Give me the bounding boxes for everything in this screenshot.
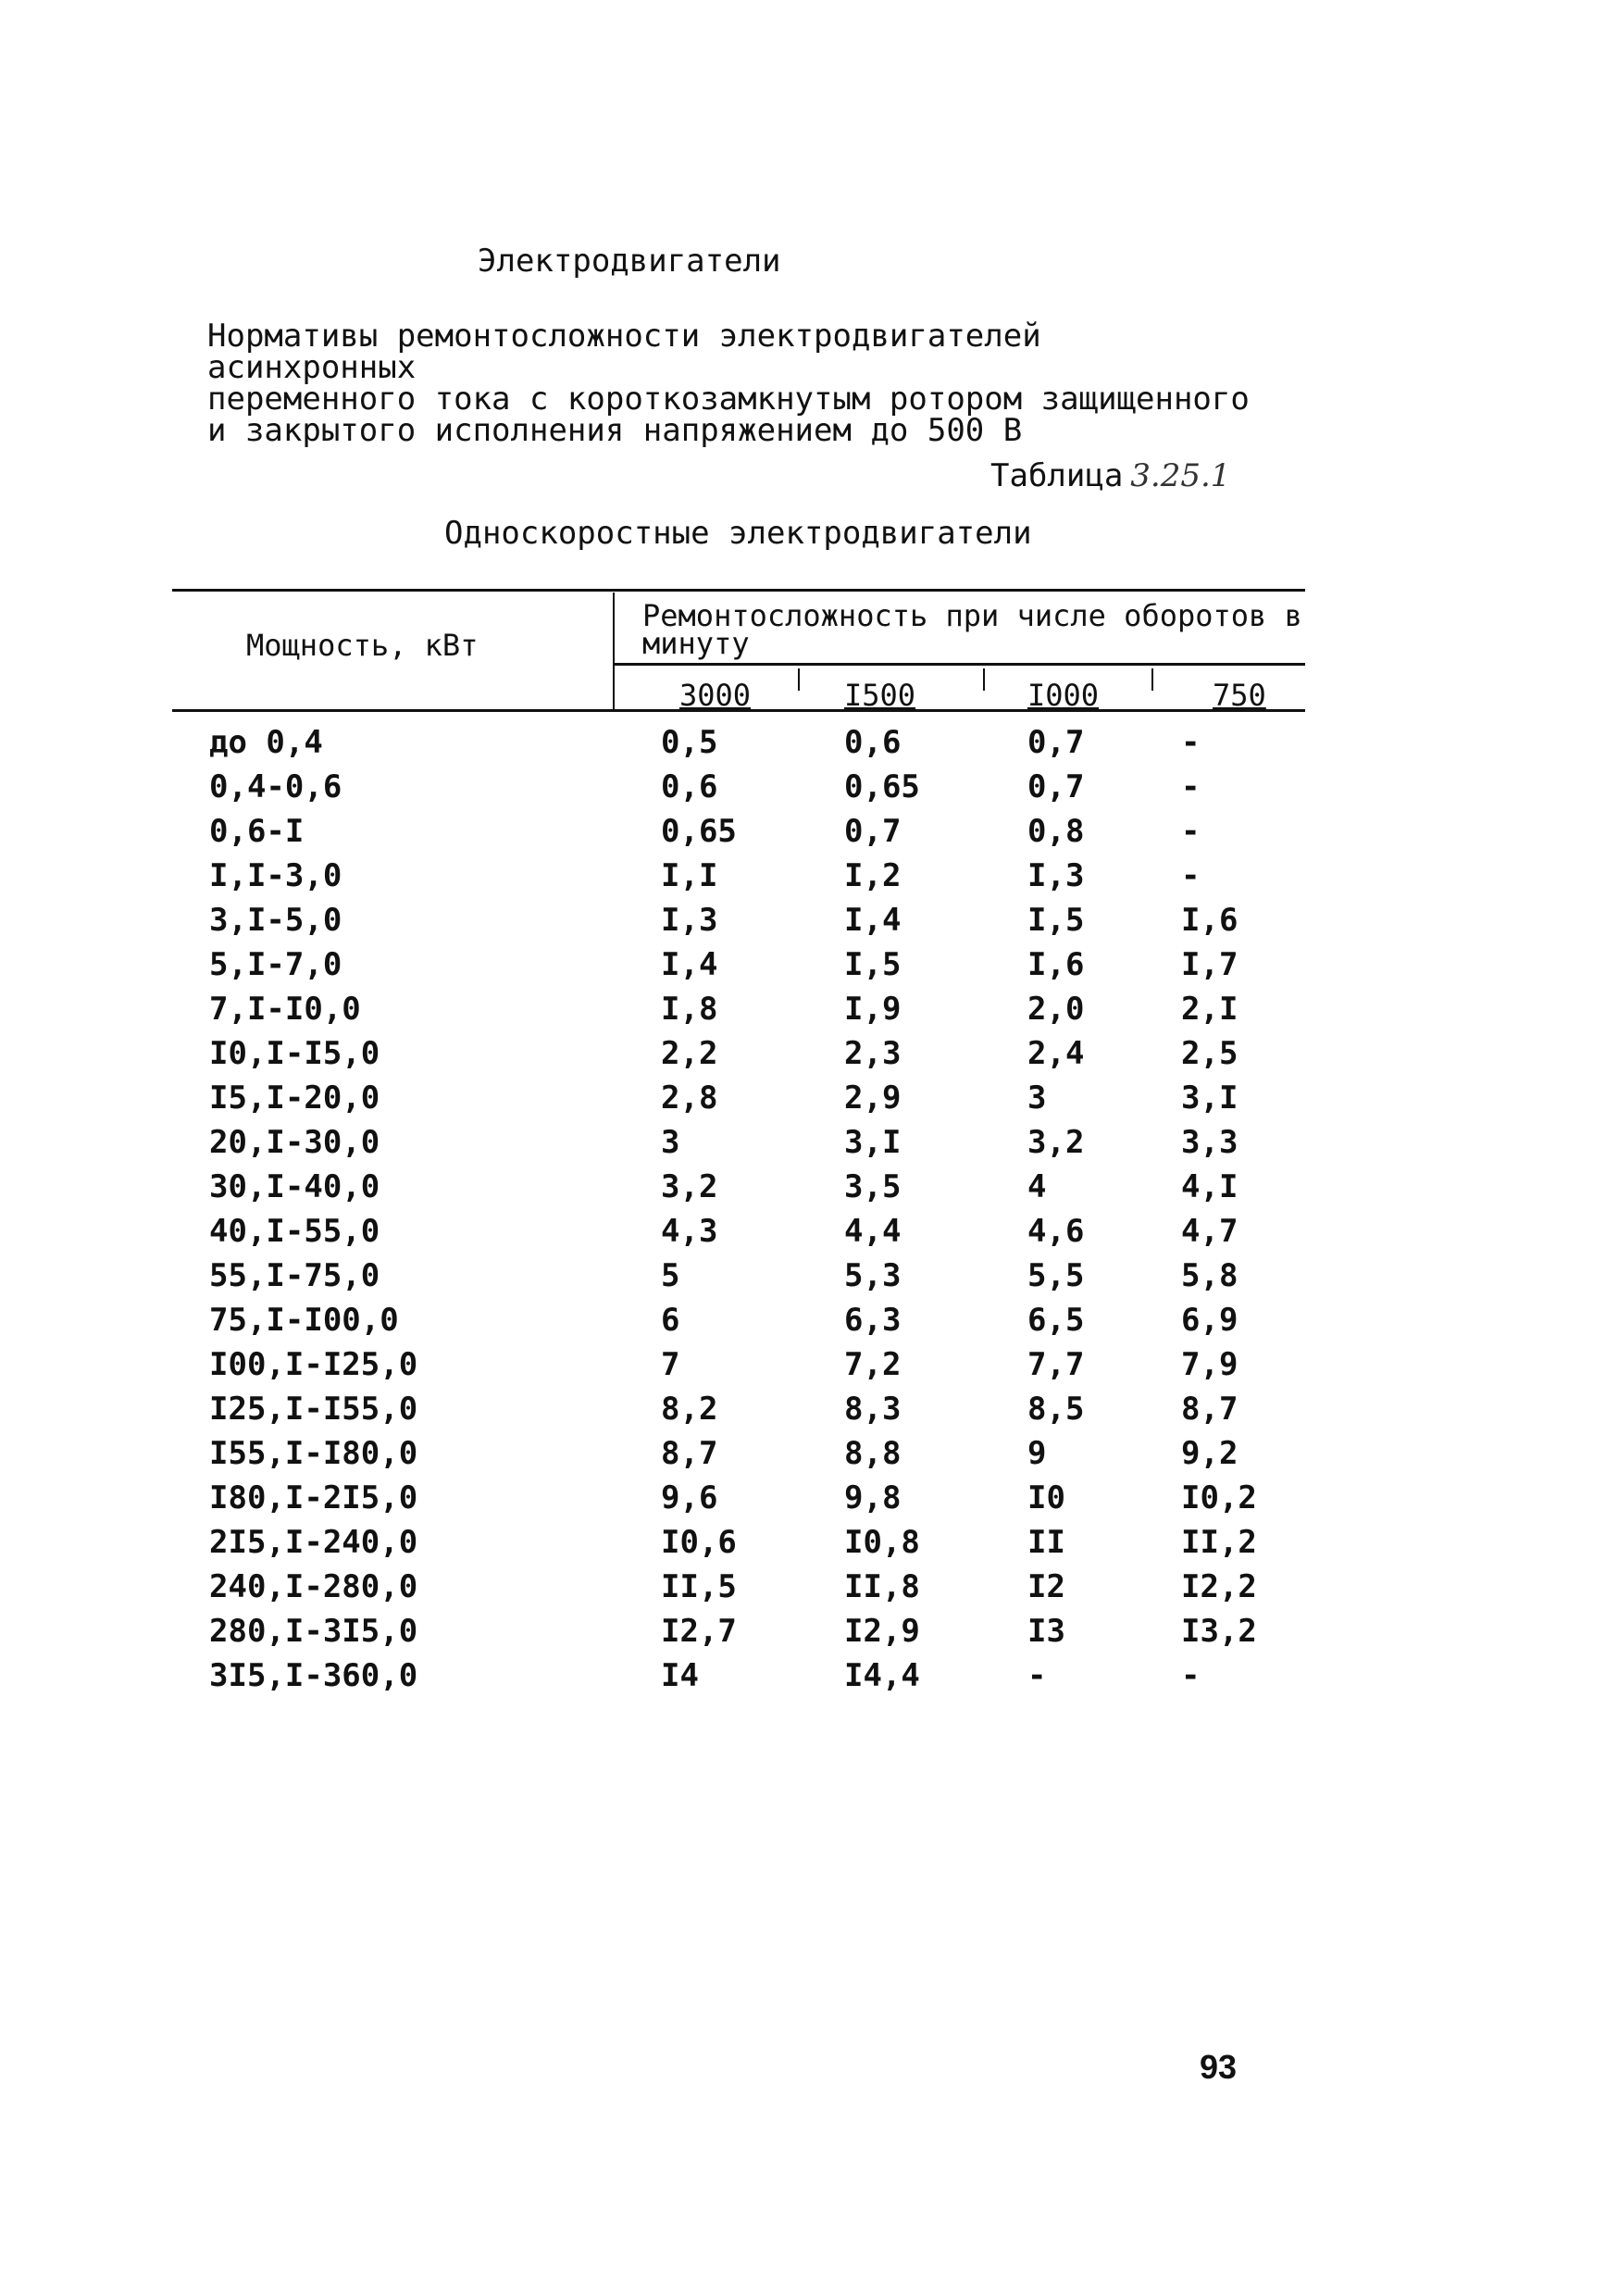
cell-1500: 4,4	[844, 1213, 902, 1250]
table-row	[172, 946, 1305, 991]
cell-1000: 6,5	[1027, 1302, 1085, 1339]
cell-power: I55,I-I80,0	[209, 1435, 418, 1472]
table-row	[172, 1168, 1305, 1213]
cell-1500: 8,3	[844, 1391, 902, 1428]
cell-3000: 8,7	[661, 1435, 718, 1472]
cell-750: 2,I	[1181, 991, 1238, 1028]
table-label: Таблица	[990, 457, 1124, 494]
table-row	[172, 1124, 1305, 1168]
cell-3000: I,8	[661, 991, 718, 1028]
table-body	[172, 724, 1305, 1702]
cell-750: I3,2	[1181, 1613, 1257, 1650]
cell-power: 3,I-5,0	[209, 902, 342, 939]
cell-3000: II,5	[661, 1568, 737, 1605]
cell-1500: I2,9	[844, 1613, 920, 1650]
cell-1500: II,8	[844, 1568, 920, 1605]
cell-1000: I3	[1027, 1613, 1065, 1650]
cell-3000: I,3	[661, 902, 718, 939]
table-row	[172, 1479, 1305, 1524]
cell-1000: 3,2	[1027, 1124, 1085, 1161]
cell-3000: I0,6	[661, 1524, 737, 1561]
cell-1000: 7,7	[1027, 1346, 1085, 1383]
cell-1000: 0,7	[1027, 768, 1085, 805]
table-row	[172, 991, 1305, 1035]
cell-3000: 0,6	[661, 768, 718, 805]
column-divider	[613, 593, 615, 709]
cell-750: 6,9	[1181, 1302, 1238, 1339]
cell-1500: 2,3	[844, 1035, 902, 1072]
header-speed-1000: I000	[1027, 678, 1100, 713]
cell-3000: I2,7	[661, 1613, 737, 1650]
table-row	[172, 1613, 1305, 1657]
cell-power: 2I5,I-240,0	[209, 1524, 418, 1561]
cell-1000: II	[1027, 1524, 1065, 1561]
cell-power: 5,I-7,0	[209, 946, 342, 983]
cell-power: 7,I-I0,0	[209, 991, 361, 1028]
cell-1500: 3,5	[844, 1168, 902, 1205]
table-row	[172, 1079, 1305, 1124]
cell-3000: 2,8	[661, 1079, 718, 1117]
table-row	[172, 768, 1305, 813]
cell-3000: I4	[661, 1657, 699, 1694]
cell-1000: 5,5	[1027, 1257, 1085, 1294]
header-speed-750: 750	[1213, 678, 1266, 713]
header-speed-3000: 3000	[679, 678, 752, 713]
cell-power: 75,I-I00,0	[209, 1302, 399, 1339]
table-row	[172, 1657, 1305, 1702]
cell-power: I80,I-2I5,0	[209, 1479, 418, 1516]
table-subheader-rule	[613, 663, 1305, 666]
table-number: 3.25.1	[1130, 457, 1231, 494]
table-row	[172, 1346, 1305, 1391]
cell-750: I,6	[1181, 902, 1238, 939]
cell-750: 3,3	[1181, 1124, 1238, 1161]
cell-power: I0,I-I5,0	[209, 1035, 380, 1072]
cell-3000: 0,65	[661, 813, 737, 850]
cell-3000: 3	[661, 1124, 680, 1161]
cell-1000: I,6	[1027, 946, 1085, 983]
cell-1000: 0,8	[1027, 813, 1085, 850]
table-row	[172, 1213, 1305, 1257]
cell-1500: 8,8	[844, 1435, 902, 1472]
cell-1500: I,5	[844, 946, 902, 983]
cell-power: 280,I-3I5,0	[209, 1613, 418, 1650]
header-repair-complexity: Ремонтосложность при числе оборотов в минуту	[642, 598, 1302, 661]
cell-1000: 9	[1027, 1435, 1047, 1472]
cell-power: 3I5,I-360,0	[209, 1657, 418, 1694]
cell-750: 7,9	[1181, 1346, 1238, 1383]
cell-power: 40,I-55,0	[209, 1213, 380, 1250]
cell-power: I5,I-20,0	[209, 1079, 380, 1117]
cell-1500: I4,4	[844, 1657, 920, 1694]
cell-3000: 6	[661, 1302, 680, 1339]
table-row	[172, 1524, 1305, 1568]
cell-750: -	[1181, 768, 1201, 805]
cell-3000: 2,2	[661, 1035, 718, 1072]
cell-1500: I,2	[844, 857, 902, 894]
column-divider	[983, 668, 985, 691]
cell-3000: 7	[661, 1346, 680, 1383]
header-speed-1500: I500	[844, 678, 916, 713]
table-row	[172, 813, 1305, 857]
cell-power: I00,I-I25,0	[209, 1346, 418, 1383]
cell-1500: 3,I	[844, 1124, 902, 1161]
cell-3000: 0,5	[661, 724, 718, 761]
cell-750: I,7	[1181, 946, 1238, 983]
cell-1500: 0,7	[844, 813, 902, 850]
cell-power: I,I-3,0	[209, 857, 342, 894]
table-row	[172, 1435, 1305, 1479]
cell-1500: 7,2	[844, 1346, 902, 1383]
cell-power: I25,I-I55,0	[209, 1391, 418, 1428]
table-row	[172, 857, 1305, 902]
column-divider	[798, 668, 800, 691]
cell-750: I2,2	[1181, 1568, 1257, 1605]
cell-750: 5,8	[1181, 1257, 1238, 1294]
table-row	[172, 724, 1305, 768]
cell-3000: 5	[661, 1257, 680, 1294]
cell-1000: I,5	[1027, 902, 1085, 939]
description-paragraph: Нормативы ремонтосложности электродвигателей асинхронных переменного тока с короткозамкнутым ротором защищенного и закрытого исполнения напряжением до 500 В	[207, 318, 1250, 449]
cell-1000: I,3	[1027, 857, 1085, 894]
column-divider	[1151, 668, 1153, 691]
cell-750: -	[1181, 1657, 1201, 1694]
cell-750: 4,I	[1181, 1168, 1238, 1205]
cell-750: II,2	[1181, 1524, 1257, 1561]
cell-1000: 4,6	[1027, 1213, 1085, 1250]
table-top-rule	[172, 589, 1305, 592]
cell-750: 2,5	[1181, 1035, 1238, 1072]
cell-power: 0,4-0,6	[209, 768, 342, 805]
cell-3000: 8,2	[661, 1391, 718, 1428]
cell-1000: 2,4	[1027, 1035, 1085, 1072]
header-power: Мощность, кВт	[246, 628, 479, 663]
cell-750: -	[1181, 724, 1201, 761]
table-caption	[990, 457, 1230, 494]
cell-750: 3,I	[1181, 1079, 1238, 1117]
cell-3000: I,I	[661, 857, 718, 894]
cell-3000: I,4	[661, 946, 718, 983]
cell-750: 9,2	[1181, 1435, 1238, 1472]
cell-power: 0,6-I	[209, 813, 305, 850]
cell-1500: 5,3	[844, 1257, 902, 1294]
cell-1000: 8,5	[1027, 1391, 1085, 1428]
table-row	[172, 1391, 1305, 1435]
page-number: 93	[1200, 2048, 1238, 2086]
table-row	[172, 1035, 1305, 1079]
table-row	[172, 1568, 1305, 1613]
section-title: Электродвигатели	[478, 243, 781, 280]
cell-750: 4,7	[1181, 1213, 1238, 1250]
cell-1000: I2	[1027, 1568, 1065, 1605]
cell-3000: 3,2	[661, 1168, 718, 1205]
cell-3000: 9,6	[661, 1479, 718, 1516]
cell-750: 8,7	[1181, 1391, 1238, 1428]
table-row	[172, 902, 1305, 946]
table-row	[172, 1257, 1305, 1302]
table-title: Односкоростные электродвигатели	[444, 515, 1032, 552]
cell-750: -	[1181, 857, 1201, 894]
cell-1500: I,4	[844, 902, 902, 939]
cell-1500: I,9	[844, 991, 902, 1028]
cell-1000: 2,0	[1027, 991, 1085, 1028]
table-row	[172, 1302, 1305, 1346]
cell-power: 55,I-75,0	[209, 1257, 380, 1294]
cell-1000: 0,7	[1027, 724, 1085, 761]
cell-750: -	[1181, 813, 1201, 850]
rating-table	[172, 589, 1305, 1700]
cell-power: 30,I-40,0	[209, 1168, 380, 1205]
cell-1500: 9,8	[844, 1479, 902, 1516]
cell-1500: I0,8	[844, 1524, 920, 1561]
cell-power: 20,I-30,0	[209, 1124, 380, 1161]
cell-1500: 2,9	[844, 1079, 902, 1117]
cell-1500: 0,6	[844, 724, 902, 761]
cell-750: I0,2	[1181, 1479, 1257, 1516]
cell-3000: 4,3	[661, 1213, 718, 1250]
cell-1500: 0,65	[844, 768, 920, 805]
cell-1000: -	[1027, 1657, 1047, 1694]
cell-1000: 4	[1027, 1168, 1047, 1205]
cell-1500: 6,3	[844, 1302, 902, 1339]
cell-1000: I0	[1027, 1479, 1065, 1516]
cell-power: 240,I-280,0	[209, 1568, 418, 1605]
cell-1000: 3	[1027, 1079, 1047, 1117]
cell-power: до 0,4	[209, 724, 323, 761]
